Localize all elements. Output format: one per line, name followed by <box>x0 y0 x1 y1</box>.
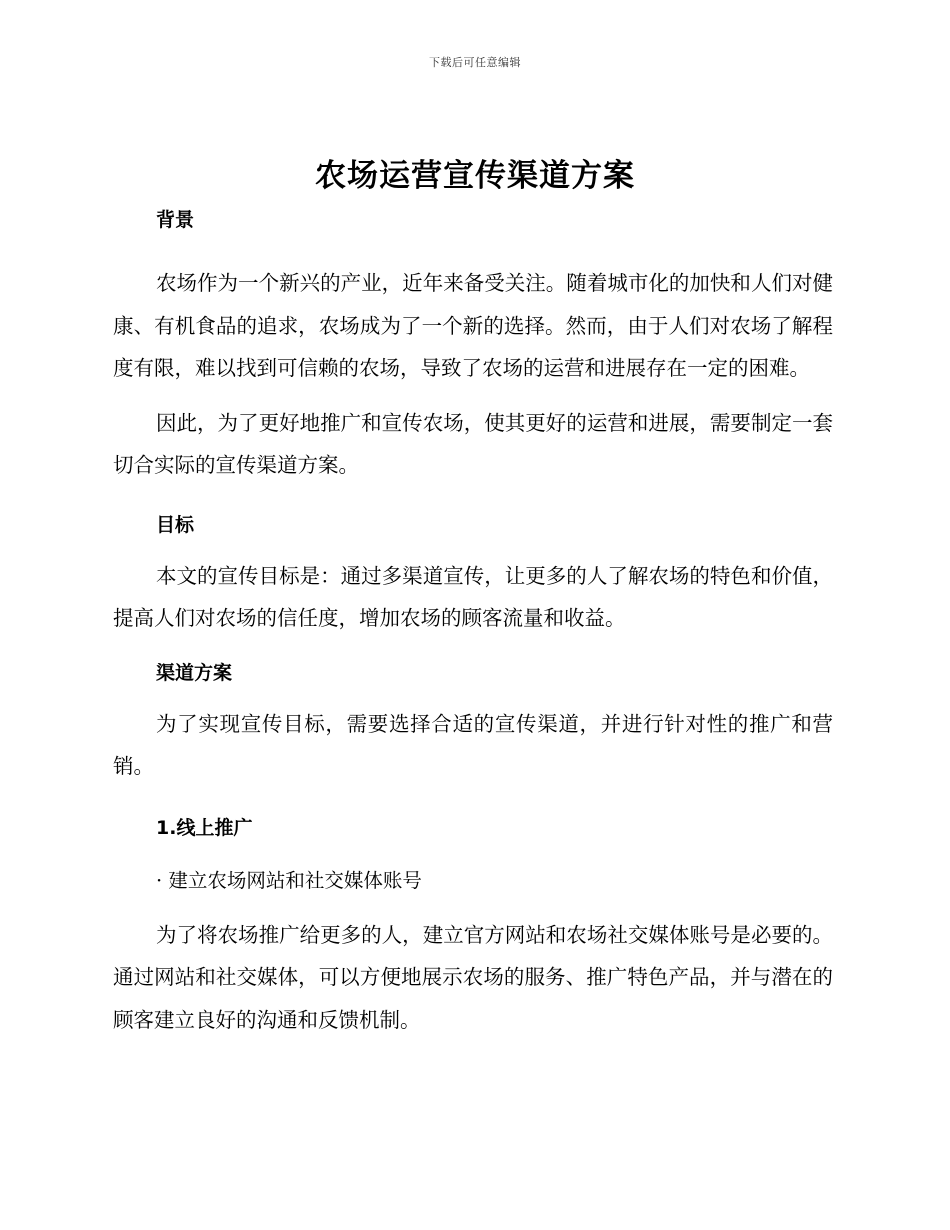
background-paragraph-2: 因此，为了更好地推广和宣传农场，使其更好的运营和进展，需要制定一套切合实际的宣传渠道方案。 <box>113 410 833 477</box>
online-promotion-paragraph-1: 为了将农场推广给更多的人，建立官方网站和农场社交媒体账号是必要的。通过网站和社交媒体，可以方便地展示农场的服务、推广特色产品，并与潜在的顾客建立良好的沟通和反馈机制。 <box>113 922 833 1032</box>
section-heading-channel-plan: 渠道方案 <box>156 661 233 684</box>
document-body <box>113 205 833 1041</box>
document-title: 农场运营宣传渠道方案 <box>315 158 635 194</box>
goal-paragraph-1: 本文的宣传目标是：通过多渠道宣传，让更多的人了解农场的特色和价值，提高人们对农场的信任度，增加农场的顾客流量和收益。 <box>113 563 833 630</box>
bullet-item-website-social: · 建立农场网站和社交媒体账号 <box>156 868 422 892</box>
background-paragraph-1: 农场作为一个新兴的产业，近年来备受关注。随着城市化的加快和人们对健康、有机食品的追求，农场成为了一个新的选择。然而，由于人们对农场了解程度有限，难以找到可信赖的农场，导致了农场的运营和进展存在一定的困难。 <box>113 271 833 380</box>
section-heading-online-promotion: 1.线上推广 <box>156 816 253 839</box>
header-note: 下载后可任意编辑 <box>429 56 521 69</box>
section-heading-goal: 目标 <box>156 513 195 536</box>
channel-plan-paragraph-1: 为了实现宣传目标，需要选择合适的宣传渠道，并进行针对性的推广和营销。 <box>113 711 833 778</box>
section-heading-background: 背景 <box>156 209 195 231</box>
